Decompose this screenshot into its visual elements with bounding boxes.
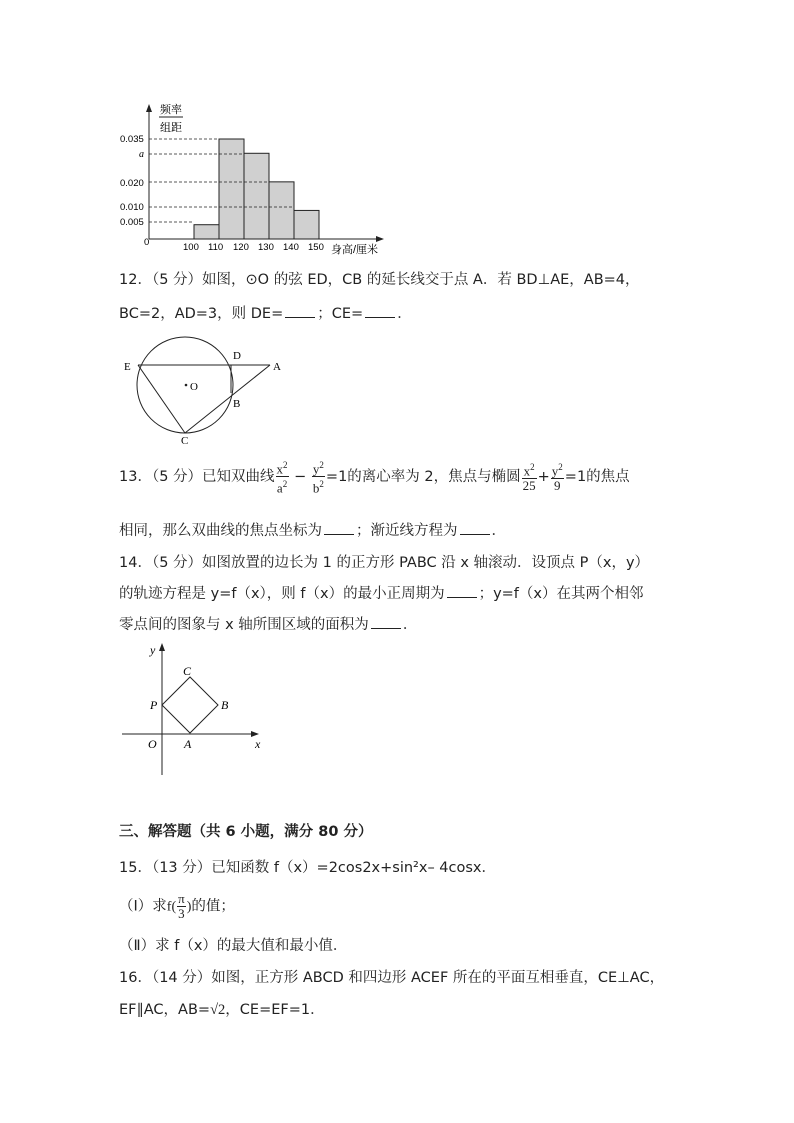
q16-line2 — [119, 998, 325, 1019]
fraction-x2-25: $\frac{x^2}{25}$ — [522, 462, 536, 494]
histogram-figure — [108, 98, 408, 258]
label-a: A — [273, 361, 281, 373]
fraction-y2-9: $\frac{y^2}{9}$ — [551, 462, 563, 494]
q14-text-d: ． — [402, 617, 418, 633]
fraction-x2-a2: $\frac{x^2}{a^2}$ — [276, 460, 288, 496]
q13-line2 — [119, 519, 506, 540]
x-axis-arrow — [376, 236, 384, 242]
x-tick-150: 150 — [308, 242, 324, 253]
x-label: 身高/厘米 — [331, 244, 379, 256]
q12-text-b: ；CE= — [317, 306, 364, 322]
histogram-bar — [269, 182, 294, 239]
label-d: D — [233, 350, 241, 362]
q13-text-b: =1的离心率为 2，焦点与椭圆 — [325, 468, 521, 485]
y-tick-0020: 0.020 — [120, 178, 144, 189]
q15-text-a: （Ⅰ）求 — [119, 898, 167, 915]
label-c: C — [181, 435, 189, 445]
label-c: C — [183, 664, 192, 678]
q14-line1: 14．（5 分）如图放置的边长为 1 的正方形 PABC 沿 x 轴滚动．设顶点 P（x，y） — [119, 555, 650, 571]
q16-text-b: ，CE=EF=1． — [225, 1002, 325, 1018]
q14-text-c: 零点间的图象与 x 轴所围区域的面积为 — [119, 617, 369, 633]
q14-text-a: 的轨迹方程是 y=f（x），则 f（x）的最小正周期为 — [119, 586, 445, 602]
q15-line3: （Ⅱ）求 f（x）的最大值和最小值． — [119, 938, 348, 954]
label-e: E — [124, 361, 131, 373]
q14-line3 — [119, 613, 417, 634]
line-ca — [185, 365, 270, 433]
y-tick-0010: 0.010 — [120, 202, 144, 213]
circle-figure — [118, 330, 298, 445]
y-tick-a: a — [139, 149, 144, 160]
x-tick-100: 100 — [183, 242, 199, 253]
label-o: O — [190, 381, 198, 393]
plus-sign: + — [537, 468, 550, 485]
fraction-y2-b2: $\frac{y^2}{b^2}$ — [312, 460, 324, 496]
minus-sign: − — [289, 468, 311, 485]
label-b: B — [233, 398, 241, 410]
label-x: x — [255, 737, 261, 751]
answer-blank[interactable] — [365, 305, 395, 318]
y-label-top: 频率 — [160, 104, 182, 116]
q12-line2 — [119, 302, 412, 323]
label-o: O — [148, 737, 157, 751]
q13-text-f: ． — [491, 523, 506, 539]
x-tick-110: 110 — [208, 242, 224, 253]
sqrt-2: √2 — [210, 1002, 226, 1018]
q12-text-a: BC=2，AD=3，则 DE= — [119, 306, 284, 322]
square-figure — [118, 640, 278, 780]
square-pabc — [162, 677, 218, 733]
y-label-bottom: 组距 — [160, 122, 182, 134]
q15-line1: 15．（13 分）已知函数 f（x）=2cos2x+sin²x– 4cosx． — [119, 860, 497, 876]
q13-text-c: =1的焦点 — [564, 468, 630, 485]
answer-blank[interactable] — [285, 305, 315, 318]
y-tick-0035: 0.035 — [120, 134, 144, 145]
origin-label: 0 — [144, 237, 150, 248]
label-b: B — [221, 698, 229, 712]
section-heading: 三、解答题（共 6 小题，满分 80 分） — [119, 824, 373, 840]
q14-line2 — [119, 582, 644, 603]
label-a: A — [184, 737, 192, 751]
y-axis-arrow — [159, 643, 165, 651]
q16-text-a: EF∥AC，AB= — [119, 1002, 211, 1018]
histogram-bar — [294, 210, 319, 239]
label-p: P — [150, 698, 158, 712]
label-y: y — [150, 643, 156, 657]
f-close: ) — [186, 899, 192, 915]
q16-line1: 16．（14 分）如图，正方形 ABCD 和四边形 ACEF 所在的平面互相垂直，CE⊥AC， — [119, 970, 665, 986]
x-tick-120: 120 — [233, 242, 249, 253]
q15-line2 — [119, 892, 235, 921]
y-axis-arrow — [146, 104, 152, 112]
q13-line1 — [119, 458, 630, 496]
f-open: f( — [166, 899, 177, 915]
q15-text-b: 的值； — [191, 898, 235, 915]
x-tick-130: 130 — [258, 242, 274, 253]
q13-text-a: 13．（5 分）已知双曲线 — [119, 468, 275, 485]
q12-text-c: ． — [397, 306, 412, 322]
answer-blank[interactable] — [371, 616, 401, 629]
answer-blank[interactable] — [324, 522, 354, 535]
center-dot — [185, 384, 188, 387]
x-tick-140: 140 — [283, 242, 299, 253]
answer-blank[interactable] — [460, 522, 490, 535]
q13-text-e: ；渐近线方程为 — [356, 523, 458, 539]
histogram-bar — [244, 153, 269, 239]
line-ec — [138, 365, 185, 433]
q14-text-b: ；y=f（x）在其两个相邻 — [478, 586, 644, 602]
histogram-bar — [194, 225, 219, 239]
q12-line1: 12．（5 分）如图，⊙O 的弦 ED，CB 的延长线交于点 A．若 BD⊥AE，AB=4， — [119, 272, 640, 288]
q13-text-d: 相同，那么双曲线的焦点坐标为 — [119, 523, 322, 539]
y-tick-0005: 0.005 — [120, 217, 144, 228]
fraction-pi-3: $\frac{\pi}{3}$ — [178, 891, 185, 921]
answer-blank[interactable] — [447, 585, 477, 598]
